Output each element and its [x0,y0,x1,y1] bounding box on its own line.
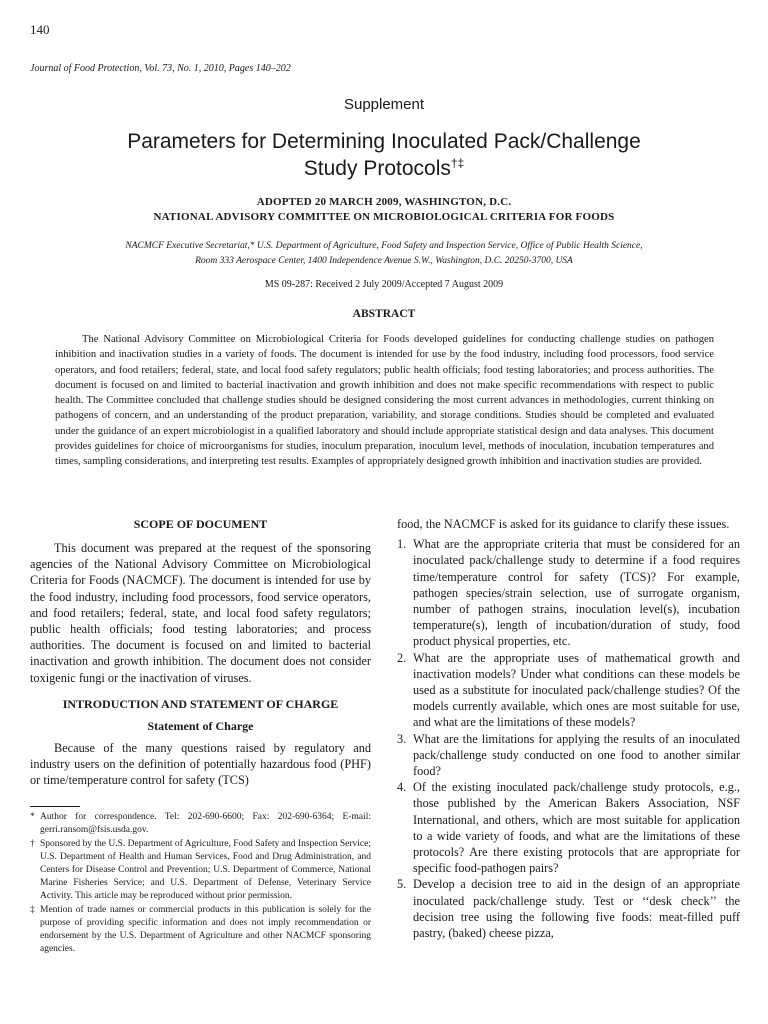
introduction-text: Because of the many questions raised by regulatory and industry users on the definition of potentially hazardous food (PHF) or time/temperature control for safety (TCS) [30,740,371,788]
question-number: 2. [397,650,407,665]
footnote-mark: † [30,839,35,850]
title-line-1: Parameters for Determining Inoculated Pack/Challenge [127,130,641,153]
footnote-mark: * [30,812,35,823]
abstract-heading: ABSTRACT [352,308,416,320]
affiliation-line-2: Room 333 Aerospace Center, 1400 Independence Avenue S.W., Washington, D.C. 20250-3700, USA [195,256,573,266]
journal-reference: Journal of Food Protection, Vol. 73, No. 1, 2010, Pages 140–202 [30,63,291,74]
question-number: 4. [397,780,407,795]
page-number: 140 [30,22,50,37]
footnotes [30,811,371,955]
footnote-text: Author for correspondence. Tel: 202-690-6600; Fax: 202-690-6364; E-mail: gerri.ransom@fsis.usda.gov. [40,812,371,836]
affiliation-line-1: NACMCF Executive Secretariat,* U.S. Department of Agriculture, Food Safety and Inspection Service, Office of Public Health Science, [125,241,643,251]
adoption-statement [0,195,768,225]
footnote-disclaimer [30,904,371,956]
list-item [397,876,740,941]
author-affiliation [50,239,718,269]
abstract-text: The National Advisory Committee on Microbiological Criteria for Foods developed guidelines for conducting challenge studies on pathogen inhibition and inactivation studies in a variety of foods. The document is intended for use by the food industry, including food processors, food service operators, and food retailers; federal, state, and local food safety regulators; public health officials; food testing laboratories; and process authorities. The document is focused on and limited to bacterial inactivation and growth inhibition and does not make specific recommendations with respect to public health. The Committee concluded that challenge studies should be designed considering the most current advances in methodologies, current thinking on pathogens of concern, and an understanding of the product preparation, variability, and storage conditions. Studies should be completed and evaluated under the guidance of an expert microbiologist in a qualified laboratory and should include appropriate statistical design and data analyses. This document provides guidelines for choice of microorganisms for studies, inoculum preparation, inoculum level, methods of inoculation, incubation temperatures and times, sampling considerations, and interpreting test results. Examples of appropriately designed growth inhibition and inactivation studies are provided. [55,334,714,468]
footnote-divider [30,806,80,807]
committee-name-line: NATIONAL ADVISORY COMMITTEE ON MICROBIOLOGICAL CRITERIA FOR FOODS [153,211,615,223]
list-item [397,779,740,876]
list-item [397,650,740,731]
footnote-text: Mention of trade names or commercial products in this publication is solely for the purpose of providing specific information and does not imply recommendation or endorsement by the U.S. Department of Agriculture and other NACMCF sponsoring agencies. [40,904,371,954]
article-title [60,128,708,182]
scope-text: This document was prepared at the request of the sponsoring agencies of the National Advisory Committee on Microbiological Criteria for Foods (NACMCF). The document is intended for use by the food industry, including food processors, food service operators, and food retailers; federal, state, and local food safety regulators; public health officials; food testing laboratories; and process authorities. The document is focused on and limited to bacterial inactivation and growth inhibition. The document does not consider toxigenic fungi or the inactivation of viruses. [30,541,371,685]
left-column [30,516,371,956]
question-text: What are the limitations for applying the results of an inoculated pack/challenge study conducted on one food to another similar food? [413,731,740,779]
question-number: 5. [397,877,407,892]
question-text: Develop a decision tree to aid in the design of an appropriate inoculated pack/challenge study. Test or ‘‘desk check’’ the decision tree using the following five foods: meat-filled puff pastry, (baked) cheese pizza, [413,877,740,941]
right-column [397,516,740,941]
manuscript-dates: MS 09-287: Received 2 July 2009/Accepted 7 August 2009 [264,279,504,290]
question-text: Of the existing inoculated pack/challenge study protocols, e.g., those published by the American Bakers Association, NSF International, and others, which are most suitable for application to a wide variety of foods, and what are the limitations of these protocols? Are there existing protocols that are appropriate for specific food-pathogen pairs? [413,780,740,876]
statement-of-charge-heading: Statement of Charge [147,718,254,733]
question-text: What are the appropriate uses of mathematical growth and inactivation models? Under what conditions can these models be used as a substitute for inoculated pack/challenge studies? Of the models currently available, which ones are most suitable for use, and what are the limitations of these models? [413,650,740,730]
scope-heading: SCOPE OF DOCUMENT [133,517,268,531]
footnote-mark: ‡ [30,904,35,915]
title-line-2: Study Protocols [303,157,451,180]
footnote-sponsors [30,838,371,903]
introduction-continuation: food, the NACMCF is asked for its guidance to clarify these issues. [397,517,730,531]
question-text: What are the appropriate criteria that must be considered for an inoculated pack/challenge study to determine if a food requires time/temperature control for safety (TCS)? For example, pathogen species/strain selection, use of surrogate organism, number of pathogen strains, inoculation level(s), incubation temperature(s), length of incubation/duration of study, food product physical properties, etc. [413,537,740,649]
introduction-heading: INTRODUCTION AND STATEMENT OF CHARGE [62,696,339,711]
question-number: 3. [397,731,407,746]
footnote-correspondence [30,811,371,837]
question-number: 1. [397,537,407,552]
adopted-date-line: ADOPTED 20 MARCH 2009, WASHINGTON, D.C. [256,196,512,208]
charge-question-list [397,536,740,941]
footnote-text: Sponsored by the U.S. Department of Agriculture, Food Safety and Inspection Service; U.S. Department of Health and Human Services, Food and Drug Administration, and Centers for Disease Control and Prevention; U.S. Department of Commerce, National Marine Fisheries Service; and U.S. Department of Defense, Veterinary Service Activity. This article may be reproduced without prior permission. [40,839,371,901]
title-footnote-marks: †‡ [450,156,465,170]
list-item [397,536,740,649]
list-item [397,731,740,780]
supplement-label: Supplement [343,96,425,113]
